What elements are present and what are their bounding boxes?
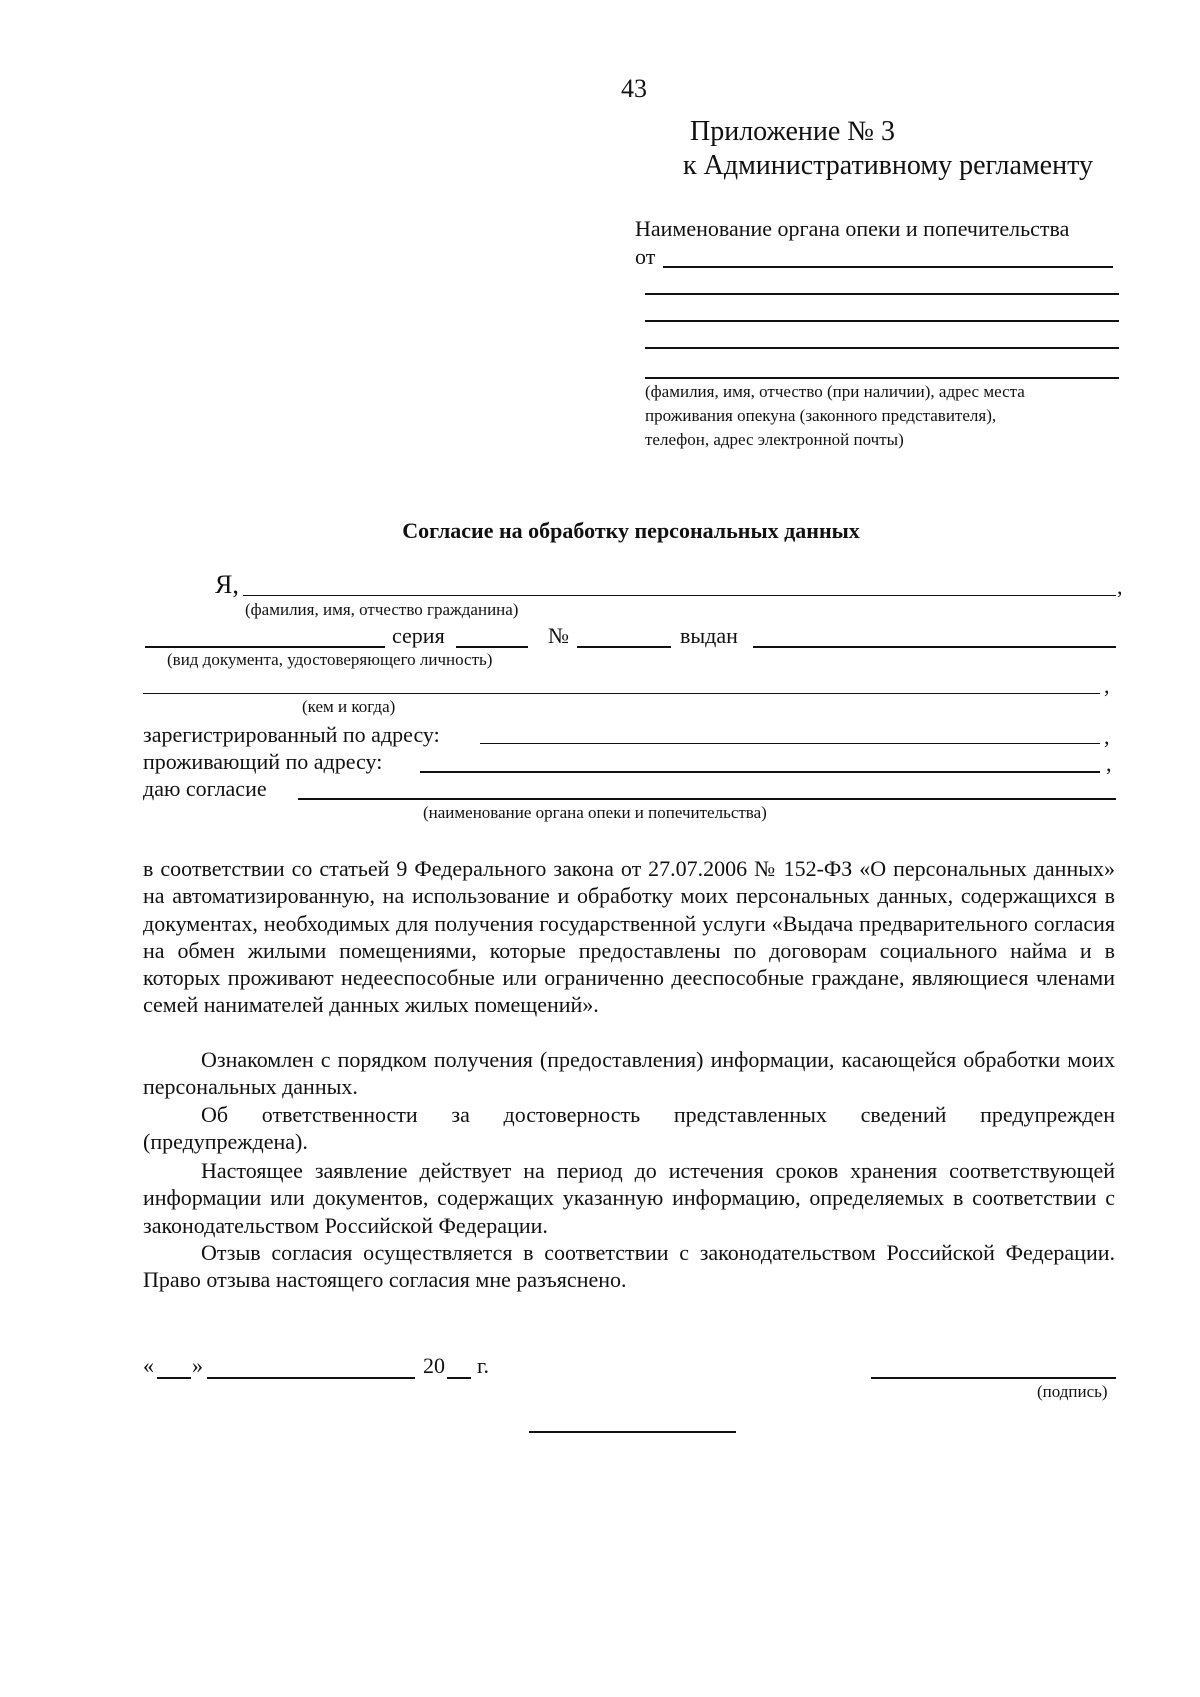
addressee-caption-3: телефон, адрес электронной почты) bbox=[645, 430, 904, 449]
date-year-field[interactable] bbox=[447, 1377, 471, 1379]
from-field-line-2[interactable] bbox=[645, 293, 1119, 295]
issued-field[interactable] bbox=[753, 646, 1116, 648]
from-field-line-4[interactable] bbox=[645, 347, 1119, 349]
from-field-line-5[interactable] bbox=[645, 377, 1119, 379]
issued-by-caption: (кем и когда) bbox=[302, 697, 396, 716]
date-month-field[interactable] bbox=[207, 1377, 415, 1379]
comma-3: , bbox=[1104, 724, 1110, 749]
date-day-field[interactable] bbox=[157, 1377, 191, 1379]
appendix-reference: к Административному регламенту bbox=[683, 150, 1093, 181]
addressee-caption-2: проживания опекуна (законного представителя), bbox=[645, 406, 997, 425]
i-label: Я, bbox=[215, 570, 239, 599]
organ-name-label: Наименование органа опеки и попечительства bbox=[635, 216, 1070, 241]
comma-4: , bbox=[1106, 751, 1112, 776]
consent-organ-field[interactable] bbox=[298, 798, 1116, 800]
organ-caption: (наименование органа опеки и попечительства) bbox=[423, 803, 767, 822]
closing-divider bbox=[529, 1431, 736, 1433]
fio-field[interactable] bbox=[243, 595, 1116, 596]
date-quote-close: » bbox=[192, 1353, 203, 1378]
registered-address-field[interactable] bbox=[480, 743, 1100, 744]
document-title: Согласие на обработку персональных данных bbox=[402, 518, 860, 543]
series-label: серия bbox=[392, 623, 445, 648]
number-field[interactable] bbox=[577, 646, 671, 648]
paragraph-consent: в соответствии со статьей 9 Федерального закона от 27.07.2006 № 152-ФЗ «О персональных данных» на автоматизированную, на использование и обработку моих персональных данных, содержащихся в документах, необходимых для получения государственной услуги «Выдача предварительного согласия на обмен жилыми помещениями, которые предоставлены по договорам социального найма и в которых проживают недееспособные или ограниченно дееспособные граждане, являющиеся членами семей нанимателей данных жилых помещений». bbox=[143, 856, 1115, 1018]
living-label: проживающий по адресу: bbox=[143, 749, 383, 774]
date-year-prefix: 20 bbox=[423, 1353, 445, 1378]
living-address-field[interactable] bbox=[420, 771, 1100, 773]
date-year-suffix: г. bbox=[477, 1353, 490, 1378]
paragraph-responsibility: Об ответственности за достоверность представленных сведений предупрежден (предупреждена). bbox=[143, 1102, 1115, 1155]
comma-1: , bbox=[1117, 574, 1123, 599]
from-field[interactable] bbox=[663, 266, 1113, 268]
comma-2: , bbox=[1104, 673, 1110, 698]
from-field-line-3[interactable] bbox=[645, 320, 1119, 322]
fio-caption: (фамилия, имя, отчество гражданина) bbox=[245, 600, 519, 619]
signature-field[interactable] bbox=[871, 1377, 1116, 1379]
number-label: № bbox=[548, 623, 569, 648]
signature-caption: (подпись) bbox=[1037, 1382, 1108, 1401]
paragraph-revocation: Отзыв согласия осуществляется в соответствии с законодательством Российской Федерации. Право отзыва настоящего согласия мне разъяснено. bbox=[143, 1240, 1115, 1293]
consent-label: даю согласие bbox=[143, 776, 267, 801]
issued-label: выдан bbox=[680, 623, 738, 648]
document-caption: (вид документа, удостоверяющего личность) bbox=[167, 650, 493, 669]
series-field[interactable] bbox=[456, 646, 528, 648]
date-quote-open: « bbox=[143, 1353, 154, 1378]
paragraph-validity: Настоящее заявление действует на период до истечения сроков хранения соответствующей информации или документов, содержащих указанную информацию, определяемых в соответствии с законодательством Российской Федерации. bbox=[143, 1158, 1115, 1238]
registered-label: зарегистрированный по адресу: bbox=[143, 722, 440, 747]
appendix-title: Приложение № 3 bbox=[690, 116, 895, 147]
addressee-caption-1: (фамилия, имя, отчество (при наличии), адрес места bbox=[645, 382, 1025, 401]
page-number: 43 bbox=[621, 74, 647, 103]
document-type-field[interactable] bbox=[145, 646, 385, 648]
from-label: от bbox=[635, 244, 656, 269]
issued-by-field[interactable] bbox=[143, 693, 1100, 694]
paragraph-acquainted: Ознакомлен с порядком получения (предоставления) информации, касающейся обработки моих персональных данных. bbox=[143, 1047, 1115, 1100]
